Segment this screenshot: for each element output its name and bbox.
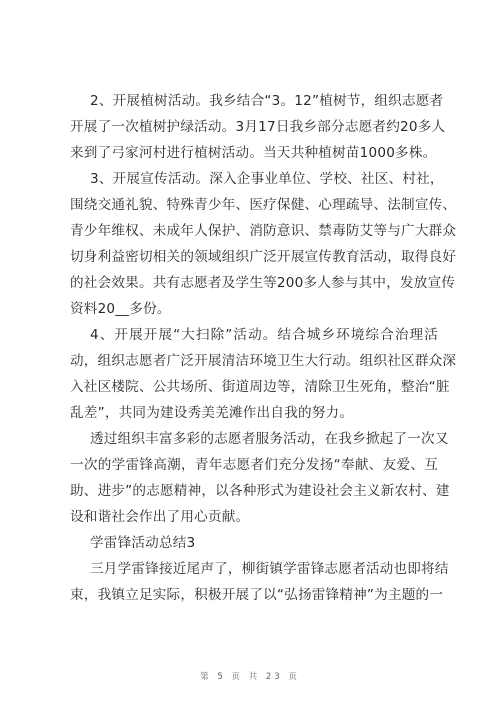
- page-footer: 第 5 页 共 23 页: [200, 672, 300, 682]
- text-line: 的社会效果。共有志愿者及学生等200多人参与其中，发放宣传: [70, 275, 456, 291]
- document-body: [70, 88, 457, 608]
- text-line: 2、开展植树活动。我乡结合“3。12”植树节，组织志愿者: [90, 93, 444, 109]
- text-line: 学雷锋活动总结3: [90, 535, 196, 551]
- text-line: 3、开展宣传活动。深入企事业单位、学校、社区、村社，: [90, 171, 444, 187]
- text-line: 三月学雷锋接近尾声了，柳街镇学雷锋志愿者活动也即将结: [90, 561, 449, 577]
- text-line: 来到了弓家河村进行植树活动。当天共种植树苗1000多株。: [70, 145, 437, 161]
- text-line: 青少年维权、未成年人保护、消防意识、禁毒防艾等与广大群众: [70, 223, 457, 239]
- text-line: 透过组织丰富多彩的志愿者服务活动，在我乡掀起了一次又: [90, 431, 449, 447]
- text-line: 束，我镇立足实际，积极开展了以“弘扬雷锋精神”为主题的一: [70, 587, 444, 603]
- text-line: 乱差”，共同为建设秀美羌滩作出自我的努力。: [70, 405, 354, 421]
- text-line: 助、进步”的志愿精神，以各种形式为建设社会主义新农村、建: [70, 483, 450, 499]
- text-line: 4、开展开展“大扫除”活动。结合城乡环境综合治理活: [90, 327, 438, 343]
- text-line: 资料20__多份。: [70, 301, 171, 317]
- text-line: 一次的学雷锋高潮，青年志愿者们充分发扬“奉献、友爱、互: [70, 457, 438, 473]
- text-line: 入社区楼院、公共场所、街道周边等，清除卫生死角，整治“脏: [70, 379, 450, 395]
- text-line: 围绕交通礼貌、特殊青少年、医疗保健、心理疏导、法制宣传、: [70, 197, 457, 213]
- text-line: 切身利益密切相关的领域组织广泛开展宣传教育活动，取得良好: [70, 249, 457, 265]
- text-line: 动，组织志愿者广泛开展清洁环境卫生大行动。组织社区群众深: [70, 353, 457, 369]
- text-line: 设和谐社会作出了用心贡献。: [70, 509, 250, 525]
- text-line: 开展了一次植树护绿活动。3月17日我乡部分志愿者约20多人: [70, 119, 446, 135]
